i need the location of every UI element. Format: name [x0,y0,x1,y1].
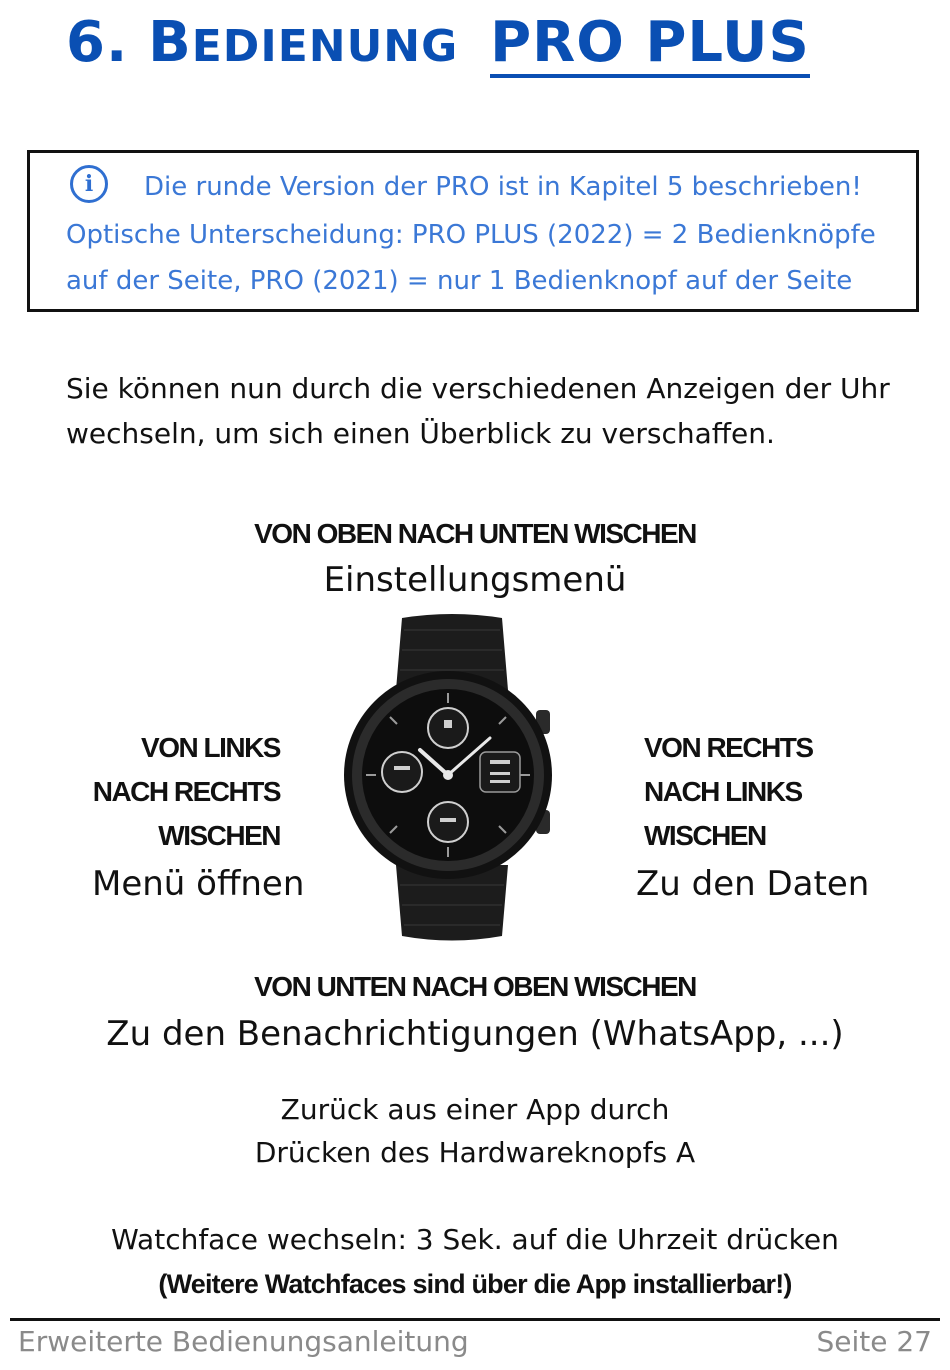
heading-title-rest: EDIENUNG [191,21,459,72]
gesture-right-line-2: NACH LINKS [644,776,802,807]
info-line-1: Die runde Version der PRO ist in Kapitel 5 beschrieben! [144,172,862,202]
smartwatch-image [340,610,565,945]
gesture-right-line-1: VON RECHTS [644,732,813,763]
heading-title-initial: B [148,10,192,75]
heading-model: PRO PLUS [490,12,810,78]
intro-line-2: wechseln, um sich einen Überblick zu verschaffen. [66,417,775,450]
gesture-left-line-1: VON LINKS [141,732,280,763]
gesture-left-line-2: NACH RECHTS [92,776,280,807]
back-note-line-1: Zurück aus einer App durch [280,1093,670,1126]
gesture-top-label: VON OBEN NACH UNTEN WISCHEN [254,518,696,549]
footer-title: Erweiterte Bedienungsanleitung [18,1325,469,1358]
page-heading [66,8,810,78]
gesture-top-action: Einstellungsmenü [323,560,627,600]
gesture-bottom-label: VON UNTEN NACH OBEN WISCHEN [254,971,696,1002]
info-line-3: auf der Seite, PRO (2021) = nur 1 Bedienknopf auf der Seite [66,266,853,296]
gesture-left-action: Menü öffnen [92,864,305,904]
watchface-note-line-2: (Weitere Watchfaces sind über die App installierbar!) [158,1269,792,1299]
back-note-line-2: Drücken des Hardwareknopfs A [254,1136,696,1169]
gesture-left-line-3: WISCHEN [158,820,280,851]
footer-divider [10,1318,940,1321]
intro-line-1: Sie können nun durch die verschiedenen Anzeigen der Uhr [66,372,890,405]
gesture-right-line-3: WISCHEN [644,820,766,851]
watchface-note-line-1: Watchface wechseln: 3 Sek. auf die Uhrzeit drücken [111,1223,839,1256]
heading-number: 6. [66,10,129,75]
page-number: Seite 27 [816,1325,932,1358]
gesture-bottom-action: Zu den Benachrichtigungen (WhatsApp, ...) [106,1014,844,1054]
gesture-right-action: Zu den Daten [636,864,870,904]
info-circle-icon: i [70,165,108,203]
info-line-2: Optische Unterscheidung: PRO PLUS (2022) = 2 Bedienknöpfe [66,220,876,250]
